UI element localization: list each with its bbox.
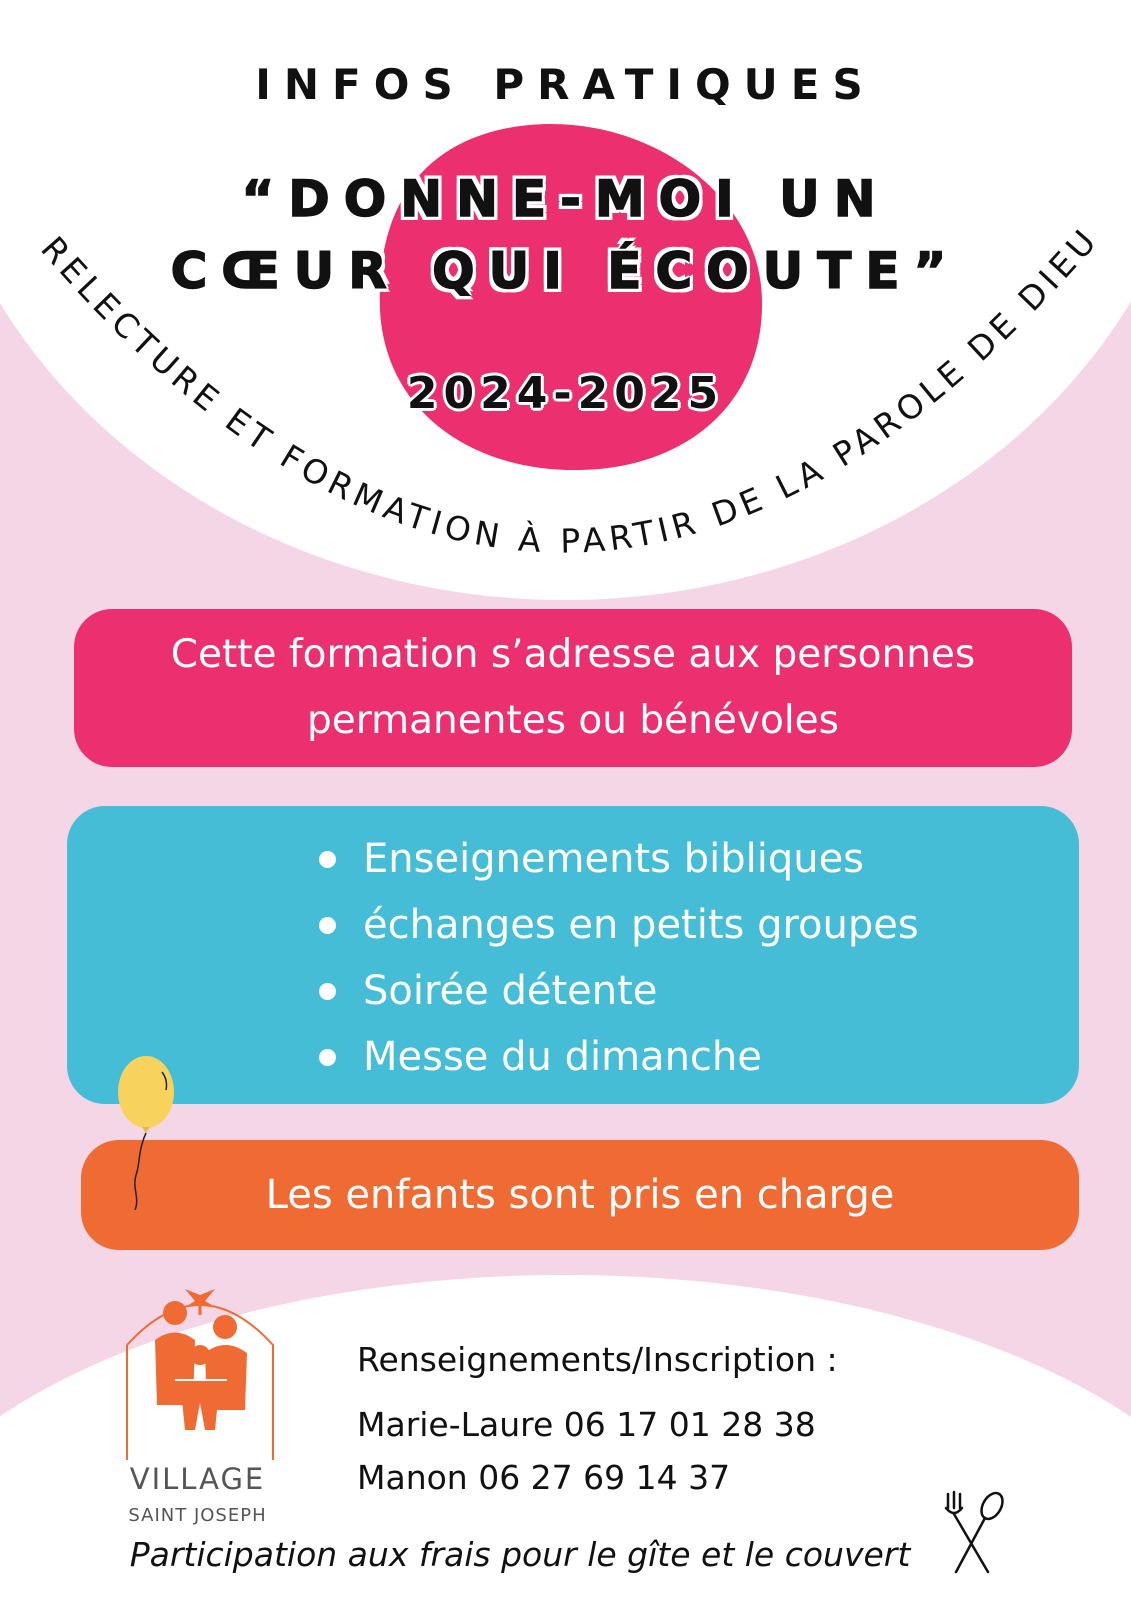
contact-person-1: Marie-Laure 06 17 01 28 38 [357,1405,816,1444]
children-text: Les enfants sont pris en charge [265,1172,895,1218]
year-label: 2024-2025 [406,368,725,419]
list-item: échanges en petits groupes [319,892,919,958]
list-item: Messe du dimanche [319,1024,919,1090]
main-title-line1: “DONNE-MOI UN [241,170,890,228]
fork-spoon-icon [940,1488,1010,1578]
audience-box [74,609,1072,767]
contact-heading: Renseignements/Inscription : [357,1340,838,1379]
audience-text: Cette formation s’adresse aux personnes permanentes ou bénévoles [170,632,976,743]
bullet-icon [319,917,336,934]
balloon-icon [110,1050,190,1210]
contact-person-2: Manon 06 27 69 14 37 [357,1458,731,1497]
list-item: Enseignements bibliques [319,826,919,892]
arc-subtitle: RELECTURE ET FORMATION À PARTIR DE LA PAROLE DE DIEU [33,218,1107,561]
footer-text: Participation aux frais pour le gîte et le couvert [129,1535,911,1574]
list-item: Soirée détente [319,958,919,1024]
bullet-icon [319,983,336,1000]
main-title-line2: CŒUR QUI ÉCOUTE” [170,242,961,300]
bullet-icon [319,1049,336,1066]
dove-icon [185,1289,215,1315]
logo-subname: SAINT JOSEPH [128,1505,267,1526]
children-box [81,1140,1079,1250]
village-logo [115,1285,285,1465]
logo-name: VILLAGE [129,1462,266,1496]
bullet-icon [319,851,336,868]
header-title: INFOS PRATIQUES [255,60,876,109]
program-list [319,826,919,1090]
program-box [67,806,1079,1104]
